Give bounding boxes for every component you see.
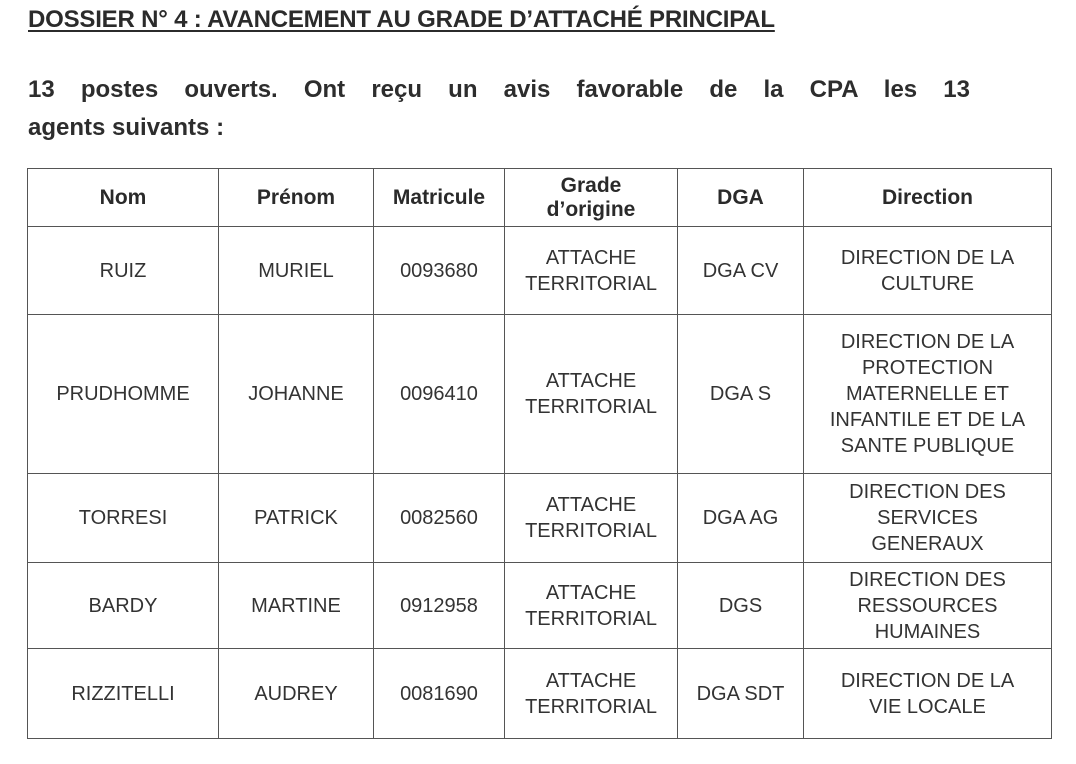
cell-matricule: 0912958: [374, 563, 505, 649]
header-prenom: Prénom: [219, 169, 374, 227]
cell-dga: DGA CV: [678, 227, 804, 315]
cell-matricule: 0081690: [374, 649, 505, 739]
table-row: [28, 474, 1052, 563]
cell-direction: DIRECTION DE LA PROTECTION MATERNELLE ET INFANTILE ET DE LA SANTE PUBLIQUE: [804, 315, 1052, 474]
cell-direction: DIRECTION DES SERVICES GENERAUX: [804, 474, 1052, 563]
cell-grade: ATTACHE TERRITORIAL: [505, 315, 678, 474]
cell-grade: ATTACHE TERRITORIAL: [505, 649, 678, 739]
cell-direction: DIRECTION DE LA VIE LOCALE: [804, 649, 1052, 739]
cell-direction: DIRECTION DE LA CULTURE: [804, 227, 1052, 315]
table-row: [28, 227, 1052, 315]
cell-nom: TORRESI: [28, 474, 219, 563]
cell-matricule: 0093680: [374, 227, 505, 315]
cell-grade: ATTACHE TERRITORIAL: [505, 563, 678, 649]
header-direction: Direction: [804, 169, 1052, 227]
cell-dga: DGS: [678, 563, 804, 649]
cell-prenom: MURIEL: [219, 227, 374, 315]
intro-line-2: agents suivants :: [28, 114, 225, 141]
header-grade-origine: Grade d’origine: [505, 169, 678, 227]
document-title: DOSSIER N° 4 : AVANCEMENT AU GRADE D’ATTACHÉ PRINCIPAL: [28, 6, 775, 33]
header-dga: DGA: [678, 169, 804, 227]
cell-prenom: MARTINE: [219, 563, 374, 649]
cell-grade: ATTACHE TERRITORIAL: [505, 474, 678, 563]
cell-dga: DGA SDT: [678, 649, 804, 739]
table-row: [28, 649, 1052, 739]
intro-line-1: 13 postes ouverts. Ont reçu un avis favorable de la CPA les 13: [28, 76, 970, 103]
cell-nom: RIZZITELLI: [28, 649, 219, 739]
cell-prenom: PATRICK: [219, 474, 374, 563]
header-nom: Nom: [28, 169, 219, 227]
cell-nom: PRUDHOMME: [28, 315, 219, 474]
cell-prenom: JOHANNE: [219, 315, 374, 474]
cell-matricule: 0082560: [374, 474, 505, 563]
header-matricule: Matricule: [374, 169, 505, 227]
cell-nom: RUIZ: [28, 227, 219, 315]
cell-prenom: AUDREY: [219, 649, 374, 739]
cell-dga: DGA AG: [678, 474, 804, 563]
agents-table: [27, 168, 1052, 739]
table-header-row: [28, 169, 1052, 227]
table-row: [28, 563, 1052, 649]
table-row: [28, 315, 1052, 474]
intro-paragraph: [28, 71, 970, 147]
cell-direction: DIRECTION DES RESSOURCES HUMAINES: [804, 563, 1052, 649]
cell-nom: BARDY: [28, 563, 219, 649]
cell-dga: DGA S: [678, 315, 804, 474]
cell-matricule: 0096410: [374, 315, 505, 474]
cell-grade: ATTACHE TERRITORIAL: [505, 227, 678, 315]
